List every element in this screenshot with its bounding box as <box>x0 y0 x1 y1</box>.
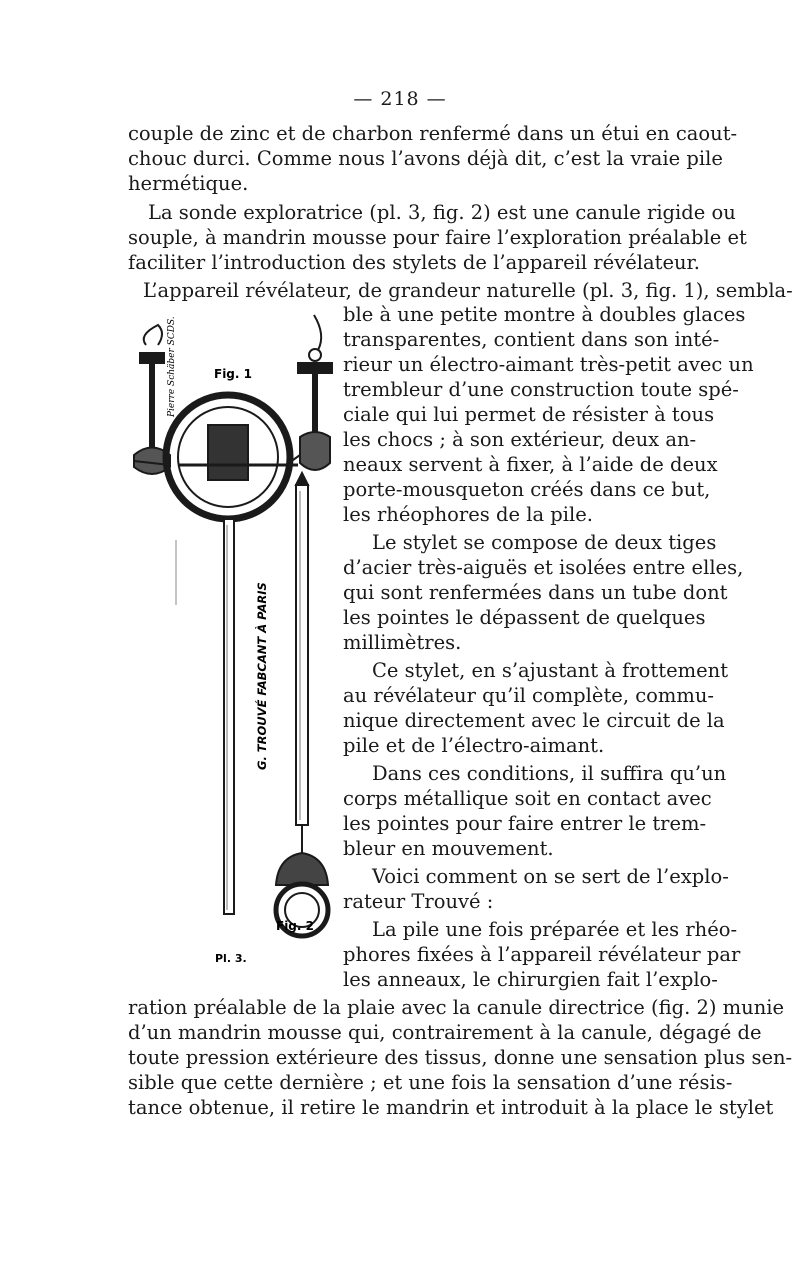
text-line: porte-mousqueton créés dans ce but, <box>343 478 711 501</box>
text-line: phores fixées à l’appareil révélateur par <box>343 943 741 966</box>
text-line: corps métallique soit en contact avec <box>343 787 712 810</box>
right-ring <box>309 349 321 361</box>
text-line: rateur Trouvé : <box>343 890 494 913</box>
text-line: hermétique. <box>128 172 249 195</box>
text-line: les pointes pour faire entrer le trem- <box>343 812 707 835</box>
text-line: trembleur d’une construction toute spé- <box>343 378 739 401</box>
text-line: toute pression extérieure des tissus, donne une sensation plus sen- <box>128 1046 793 1069</box>
text-line: nique directement avec le circuit de la <box>343 709 725 732</box>
text-line: ble à une petite montre à doubles glaces <box>343 303 746 326</box>
text-line: les rhéophores de la pile. <box>343 503 593 526</box>
right-clamp <box>298 363 332 373</box>
plate-label: Pl. 3. <box>215 952 247 965</box>
text-line: transparentes, contient dans son inté- <box>343 328 720 351</box>
text-line: d’un mandrin mousse qui, contrairement à la canule, dégagé de <box>128 1021 762 1044</box>
text-line: pile et de l’électro-aimant. <box>343 734 605 757</box>
text-line: Dans ces conditions, il suffira qu’un <box>372 762 727 785</box>
text-line: L’appareil révélateur, de grandeur naturelle (pl. 3, fig. 1), sembla- <box>143 279 793 302</box>
right-wire <box>314 315 321 350</box>
text-line: La pile une fois préparée et les rhéo- <box>372 918 738 941</box>
text-line: millimètres. <box>343 631 462 654</box>
left-clamp <box>140 353 164 363</box>
canula-tube <box>296 485 308 825</box>
left-hook <box>144 325 162 345</box>
canula-tip <box>296 473 308 485</box>
text-line: couple de zinc et de charbon renfermé dans un étui en caout- <box>128 122 738 145</box>
text-line: rieur un électro-aimant très-petit avec un <box>343 353 754 376</box>
revealer-stem <box>224 519 234 914</box>
text-line: sible que cette dernière ; et une fois la sensation d’une résis- <box>128 1071 733 1094</box>
text-line: ciale qui lui permet de résister à tous <box>343 403 715 426</box>
text-line: les pointes le dépassent de quelques <box>343 606 706 629</box>
text-line: souple, à mandrin mousse pour faire l’exploration préalable et <box>128 226 747 249</box>
text-line: au révélateur qu’il complète, commu- <box>343 684 715 707</box>
text-line: Voici comment on se sert de l’explo- <box>372 865 729 888</box>
text-line: d’acier très-aiguës et isolées entre elles, <box>343 556 744 579</box>
page-number: — 218 — <box>353 88 447 110</box>
fig1-label: Fig. 1 <box>214 367 252 381</box>
instrument-engraving <box>118 305 343 970</box>
text-line: les anneaux, le chirurgien fait l’explo- <box>343 968 718 991</box>
text-line: les chocs ; à son extérieur, deux an- <box>343 428 697 451</box>
text-line: chouc durci. Comme nous l’avons déjà dit, c’est la vraie pile <box>128 147 723 170</box>
maker-label: G. TROUVÉ FABCANT À PARIS <box>255 582 269 770</box>
right-ferrule <box>300 432 330 470</box>
canula-handle <box>276 825 328 885</box>
text-line: neaux servent à fixer, à l’aide de deux <box>343 453 718 476</box>
electromagnet-coil <box>208 425 248 480</box>
text-line: faciliter l’introduction des stylets de l’appareil révélateur. <box>128 251 700 274</box>
text-line: tance obtenue, il retire le mandrin et introduit à la place le stylet <box>128 1096 774 1119</box>
text-line: La sonde exploratrice (pl. 3, fig. 2) est une canule rigide ou <box>148 201 736 224</box>
fig2-label: Fig. 2 <box>276 919 314 933</box>
text-line: Ce stylet, en s’ajustant à frottement <box>372 659 729 682</box>
text-line: Le stylet se compose de deux tiges <box>372 531 717 554</box>
text-line: ration préalable de la plaie avec la canule directrice (fig. 2) munie <box>128 996 785 1019</box>
text-line: qui sont renfermées dans un tube dont <box>343 581 728 604</box>
text-line: bleur en mouvement. <box>343 837 554 860</box>
engraver-signature: Pierre Schäber SCDS. <box>167 316 177 417</box>
